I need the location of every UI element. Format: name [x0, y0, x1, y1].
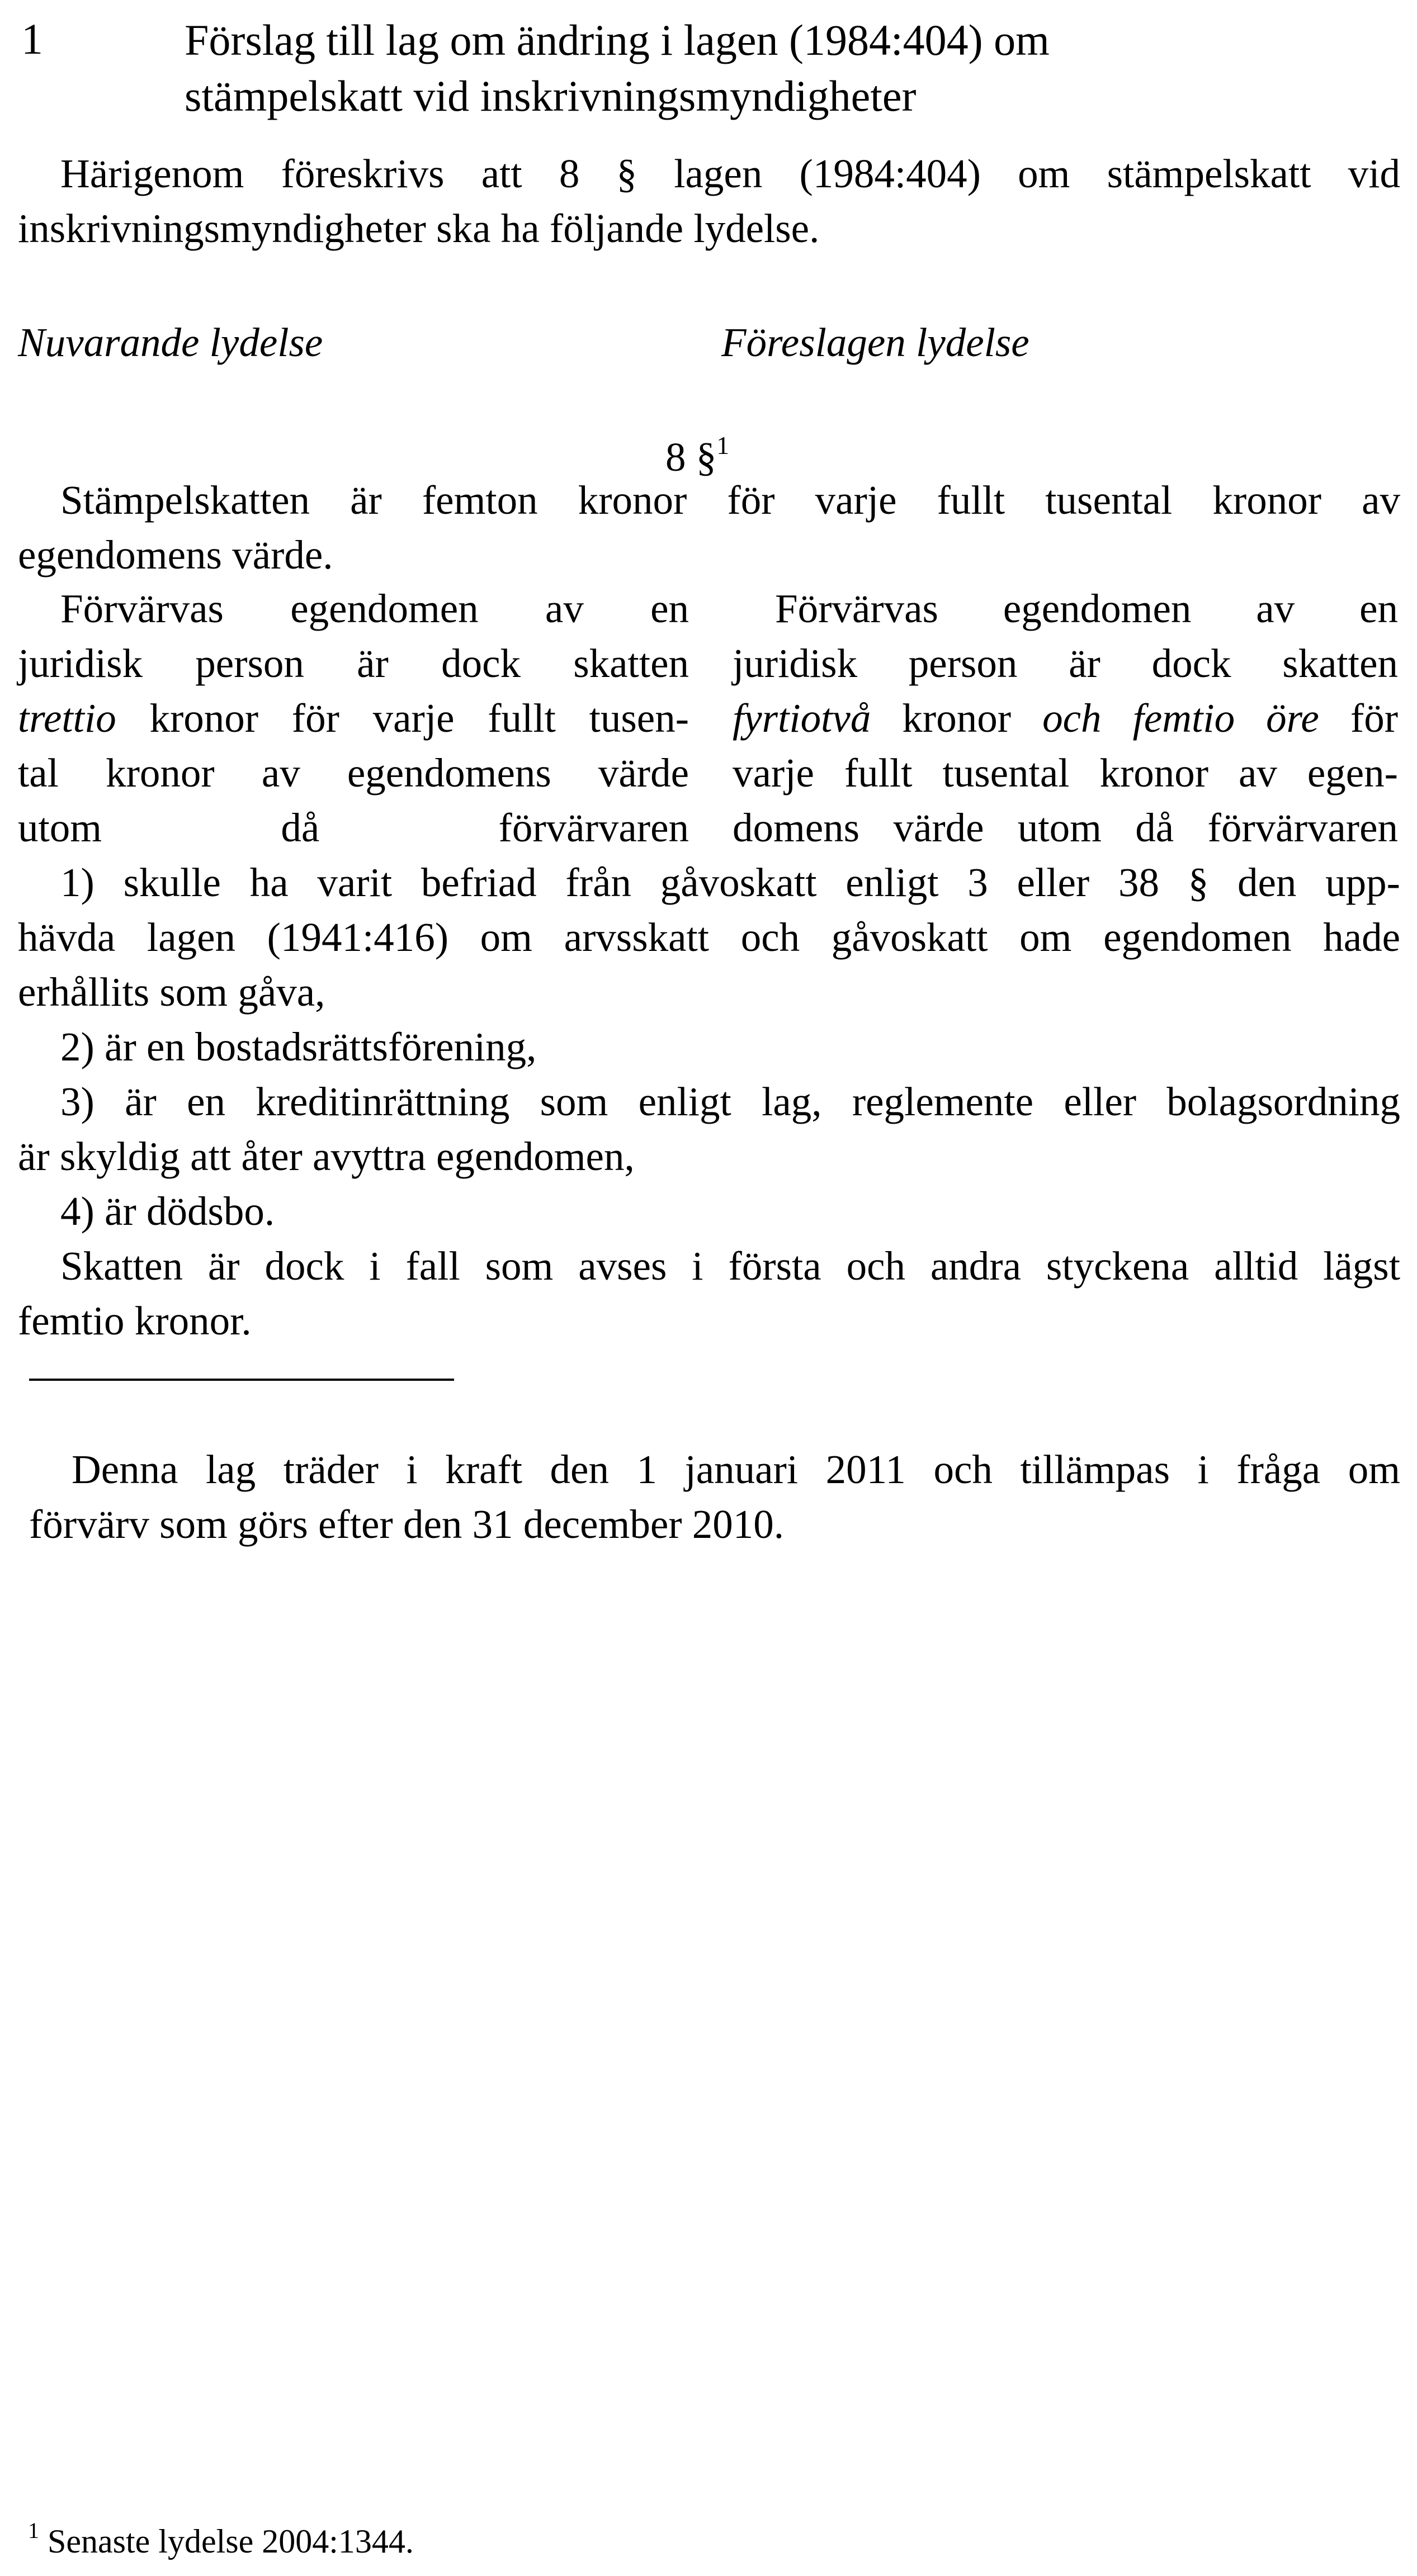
list-item-1-line-3: erhållits som gåva,: [18, 969, 325, 1015]
paragraph-1-line-1: Stämpelskatten är femton kronor för varje fullt tusental kronor av: [60, 477, 1400, 523]
left-line-4: tal kronor av egendomens värde: [18, 750, 689, 795]
proposal-number: 1: [21, 15, 43, 63]
final-paragraph-line-1: Skatten är dock i fall som avses i första och andra styckena alltid lägst: [60, 1243, 1400, 1289]
right-line-2: juridisk person är dock skatten: [733, 641, 1398, 686]
paragraph-1: [18, 473, 1400, 583]
right-line-3-mid: kronor: [871, 695, 1043, 741]
right-line-4: varje fullt tusental kronor av egen-: [733, 750, 1398, 795]
proposed-wording-column: [733, 581, 1398, 855]
list-item-2-line: 2) är en bostadsrättsförening,: [60, 1024, 537, 1069]
right-amount-emphasis: fyrtiotvå: [733, 695, 871, 741]
section-label: 8 §: [665, 434, 717, 480]
footnote-text: Senaste lydelse 2004:1344.: [48, 2523, 414, 2560]
right-line-5: domens värde utom då förvärvaren: [733, 805, 1398, 850]
footnote: [28, 2508, 414, 2564]
right-line-1: Förvärvas egendomen av en: [775, 586, 1398, 631]
list-item-3: [18, 1074, 1400, 1184]
current-wording-header: Nuvarande lydelse: [18, 320, 323, 365]
left-line-3: [18, 691, 689, 746]
right-line-3: [733, 691, 1398, 746]
list-item-2: [18, 1020, 1400, 1074]
list-item-3-line-2: är skyldig att åter avyttra egendomen,: [18, 1134, 635, 1179]
footnote-reference: 1: [716, 431, 730, 460]
list-item-1-line-2: hävda lagen (1941:416) om arvsskatt och gåvoskatt om egendomen hade: [18, 915, 1400, 960]
title-line-1: Förslag till lag om ändring i lagen (1984:404) om: [185, 16, 1050, 64]
intro-line-2: inskrivningsmyndigheter ska ha följande lydelse.: [18, 206, 820, 251]
paragraph-1-line-2: egendomens värde.: [18, 532, 333, 577]
section-divider: [29, 1379, 454, 1381]
list-item-1: [18, 855, 1400, 1020]
enactment-line-2: förvärv som görs efter den 31 december 2010.: [29, 1502, 785, 1547]
list-item-3-line-1: 3) är en kreditinrättning som enligt lag, reglemente eller bolagsordning: [60, 1079, 1400, 1124]
left-line-5: utom då förvärvaren: [18, 805, 689, 850]
left-amount-emphasis: trettio: [18, 695, 116, 741]
left-line-1: Förvärvas egendomen av en: [60, 586, 689, 631]
list-item-4: [18, 1184, 1400, 1239]
enactment-line-1: Denna lag träder i kraft den 1 januari 2011 och tillämpas i fråga om: [72, 1447, 1400, 1492]
right-line-3-rest: för: [1319, 695, 1399, 741]
intro-line-1: Härigenom föreskrivs att 8 § lagen (1984:404) om stämpelskatt vid: [60, 151, 1400, 196]
intro-paragraph: [18, 146, 1400, 256]
title-line-2: stämpelskatt vid inskrivningsmyndigheter: [185, 72, 917, 120]
proposal-title: [185, 12, 1359, 124]
final-paragraph: [18, 1239, 1400, 1348]
list-item-4-line: 4) är dödsbo.: [60, 1188, 275, 1234]
current-wording-column: [18, 581, 689, 855]
final-paragraph-line-2: femtio kronor.: [18, 1298, 252, 1343]
footnote-mark: 1: [28, 2518, 39, 2543]
enactment-clause: [29, 1442, 1400, 1552]
left-line-2: juridisk person är dock skatten: [18, 641, 689, 686]
proposed-wording-header: Föreslagen lydelse: [721, 320, 1029, 365]
left-line-3-rest: kronor för varje fullt tusen-: [116, 695, 689, 741]
right-ore-emphasis: och femtio öre: [1042, 695, 1319, 741]
list-item-1-line-1: 1) skulle ha varit befriad från gåvoskatt enligt 3 eller 38 § den upp-: [60, 860, 1400, 905]
